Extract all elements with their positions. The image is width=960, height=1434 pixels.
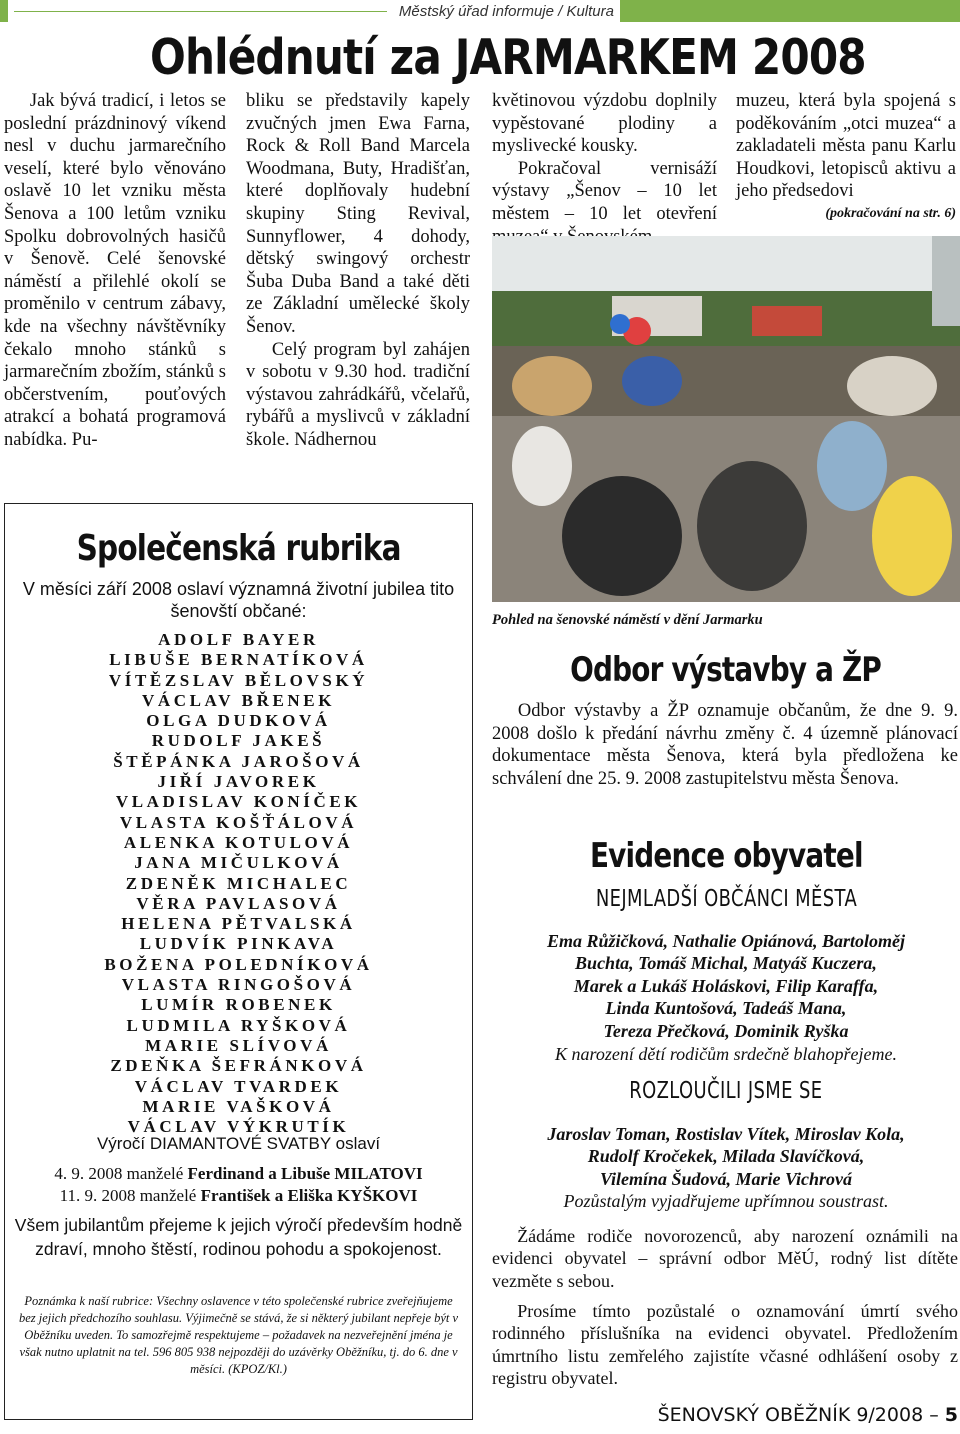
- jubilee-name: VLASTA RINGOŠOVÁ: [121, 975, 356, 995]
- newborn-line: Buchta, Tomáš Michal, Matyáš Kuczera,: [575, 953, 877, 974]
- condolence-text: Pozůstalým vyjadřujeme upřímnou soustrast.: [563, 1191, 889, 1211]
- jubilee-name: JANA MIČULKOVÁ: [134, 853, 343, 873]
- newborn-line: Tereza Přečková, Dominik Ryška: [603, 1020, 849, 1041]
- birth-registration-request: Žádáme rodiče novorozenců, aby narození oznámili na evidenci obyvatel – správní odbor MěÚ, rodný list dítěte vezměte s sebou.: [492, 1226, 958, 1291]
- article-title: Ohlédnutí za JARMARKEM 2008: [150, 29, 866, 86]
- article-paragraph: muzeu, která byla spojená s poděkováním „otci muzea“ a zakladateli města panu Karlu Houdkovi, letopisců aktivu a jeho předsedovi: [736, 91, 956, 202]
- continued-note: (pokračování na str. 6): [825, 205, 956, 221]
- article-paragraph: květinovou výzdobu doplnily vypěstované plodiny a myslivecké kousky.: [492, 91, 717, 157]
- newborn-heading: [492, 886, 960, 912]
- farewell-heading: [492, 1078, 960, 1104]
- jubilee-name: LIBUŠE BERNATÍKOVÁ: [109, 650, 368, 670]
- jubilee-name: VÁCLAV VÝKRUTÍK: [127, 1117, 350, 1137]
- jubilee-name: MARIE SLÍVOVÁ: [145, 1035, 332, 1055]
- fair-photo-illustration: [492, 236, 960, 602]
- jubilee-name: ALENKA KOTULOVÁ: [123, 832, 354, 852]
- jubilee-name: LUDVÍK PINKAVA: [139, 934, 338, 954]
- top-bar: [0, 0, 960, 22]
- newborn-heading-text: NEJMLADŠÍ OBČÁNCI MĚSTA: [595, 886, 857, 912]
- jubilee-name: MARIE VAŠKOVÁ: [142, 1096, 335, 1116]
- newborn-line: Ema Růžičková, Nathalie Opiánová, Bartoloměj: [546, 931, 905, 951]
- odbor-text: Odbor výstavby a ŽP oznamuje občanům, že dne 9. 9. 2008 došlo k předání návrhu změny č. 4 územně plánovací dokumentace města Šenova, která byla předložena ke schválení dne 25. 9. 2008 zastupitelstvu města Šenova.: [492, 701, 958, 789]
- evidence-title: [492, 836, 960, 876]
- couple-line: [14, 1185, 463, 1207]
- jubilee-name: VLASTA KOŠŤÁLOVÁ: [119, 812, 358, 832]
- jubilee-name: ŠTĚPÁNKA JAROŠOVÁ: [113, 751, 364, 771]
- article-column-4: [736, 90, 956, 226]
- social-rubric-title: [4, 528, 473, 569]
- jubilee-name: VÍTĚZSLAV BĚLOVSKÝ: [108, 670, 369, 690]
- couple-line: [14, 1163, 463, 1185]
- jubilee-name: LUDMILA RYŠKOVÁ: [126, 1015, 351, 1035]
- evidence-title-text: Evidence obyvatel: [589, 836, 863, 876]
- jubilee-name: ZDEŇKA ŠEFRÁNKOVÁ: [110, 1056, 367, 1076]
- newborn-line: Linda Kuntošová, Tadeáš Mana,: [605, 998, 847, 1019]
- article-paragraph: bliku se představily kapely zvučných jmen Ewa Farna, Rock & Roll Band Marcela Woodmana, Buty, Hradišťan, které doplňovaly hudební skupiny Sting Revival, Sunnyflower, 4 dohody, dětský swingový orchestr Šuba Duba Band a také děti ze Základní umělecké školy Šenov.: [246, 91, 470, 337]
- fair-photo: [492, 236, 960, 602]
- diamond-couples: [14, 1163, 463, 1207]
- jubilee-name: ZDENĚK MICHALEC: [125, 873, 352, 893]
- odbor-title-text: Odbor výstavby a ŽP: [570, 650, 882, 690]
- page-number: 5: [944, 1404, 958, 1426]
- accent-line: [14, 11, 387, 12]
- jubilee-names-list: [14, 630, 463, 1137]
- couple-date: 11. 9. 2008 manželé: [59, 1186, 197, 1205]
- jubilee-name: VLADISLAV KONÍČEK: [115, 792, 362, 812]
- jubilee-name: VÁCLAV TVARDEK: [134, 1076, 343, 1096]
- article-paragraph: Pokračoval vernisáží výstavy „Šenov – 10 let městem – 10 let otevření: [492, 158, 717, 224]
- deceased-list: [492, 1123, 960, 1190]
- article-column-3: [492, 90, 717, 248]
- article-column-2: [246, 90, 470, 452]
- newborn-list: [492, 930, 960, 1042]
- jubilee-name: RUDOLF JAKEŠ: [151, 731, 326, 751]
- page-footer: [600, 1404, 958, 1426]
- section-label: Městský úřad informuje / Kultura: [398, 2, 614, 20]
- death-registration-request: Prosíme tímto pozůstalé o oznamování úmrtí svého rodinného příslušníka na evidenci obyvatel. Předložením úmrtního listu zemřelého zajistíte včasné odhlášení osoby z registru obyvatel.: [492, 1301, 958, 1389]
- article-paragraph: Jak bývá tradicí, i letos se poslední prázdninový víkend nesl v duchu jarmarečního veselí, které bylo věnováno oslavě 10 let vzniku města Šenova a 100 letům vzniku Spolku dobrovolných hasičů v Šenově. Celé šenovské náměstí a přilehlé okolí se proměnilo v centrum zábavy, kde na všechny návštěvníky čekalo mnoho stánků s jarmarečním zbožím, stánků s občerstvením, pouťových atrakcí a bohatá programová nabídka. Pu-: [4, 91, 226, 450]
- accent-block-left: [0, 0, 8, 22]
- jubilee-name: VÁCLAV BŘENEK: [141, 690, 336, 710]
- publication-name: ŠENOVSKÝ OBĚŽNÍK 9/2008 –: [657, 1404, 939, 1426]
- jubilee-name: HELENA PĚTVALSKÁ: [121, 914, 356, 934]
- newborn-line: Marek a Lukáš Holáskovi, Filip Karaffa,: [573, 975, 879, 996]
- diamond-wedding-heading: Výročí DIAMANTOVÉ SVATBY oslaví: [96, 1134, 381, 1153]
- social-intro: V měsíci září 2008 oslaví významná životní jubilea tito šenovští občané:: [22, 579, 455, 621]
- article-column-1: [4, 90, 226, 452]
- jubilee-name: OLGA DUDKOVÁ: [146, 711, 331, 731]
- jubilee-name: BOŽENA POLEDNÍKOVÁ: [104, 954, 373, 974]
- jubilee-name: ADOLF BAYER: [158, 630, 319, 649]
- deceased-line: Vilemína Šudová, Marie Vichrová: [599, 1168, 853, 1189]
- jubilee-name: VĚRA PAVLASOVÁ: [136, 893, 341, 913]
- newborn-congrats: K narození dětí rodičům srdečně blahopřejeme.: [555, 1044, 897, 1064]
- jubilee-name: JIŘÍ JAVOREK: [157, 772, 320, 792]
- social-rubric-title-text: Společenská rubrika: [76, 528, 401, 569]
- couple-names: Ferdinand a Libuše MILATOVI: [187, 1164, 423, 1183]
- article-paragraph: Celý program byl zahájen v sobotu v 9.30 hod. tradiční výstavou zahrádkářů, včelařů, rybářů a myslivců v základní škole. Nádhernou: [246, 339, 470, 450]
- deceased-line: Rudolf Kročekek, Milada Slavíčková,: [587, 1146, 865, 1167]
- couple-names: František a Eliška KYŠKOVI: [200, 1186, 418, 1205]
- rubric-note: Poznámka k naší rubrice: Všechny oslavence v této společenské rubrice zveřejňujeme bez jejich předchozího souhlasu. Výjimečně se stává, že si některý jubilant nepřeje být v Oběžníku uveden. To samozřejmě respektujeme – požadavek na nezveřejnění jména je však nutno uplatnit na tel. 596 805 938 nejpozději do uzávěrky Oběžníku, tj. do 6. dne v měsíci. (KPOZ/Kl.): [18, 1294, 459, 1376]
- couple-date: 4. 9. 2008 manželé: [54, 1164, 184, 1183]
- farewell-heading-text: ROZLOUČILI JSME SE: [629, 1078, 823, 1104]
- jubilee-wishes: Všem jubilantům přejeme k jejich výročí především hodně zdraví, mnoho štěstí, rodinou pohodu a spokojenost.: [14, 1215, 463, 1259]
- photo-caption: Pohled na šenovské náměstí v dění Jarmarku: [492, 612, 763, 628]
- accent-block-right: [620, 0, 960, 22]
- odbor-title: [492, 650, 960, 690]
- deceased-line: Jaroslav Toman, Rostislav Vítek, Miroslav Kola,: [547, 1124, 905, 1144]
- jubilee-name: LUMÍR ROBENEK: [141, 995, 336, 1015]
